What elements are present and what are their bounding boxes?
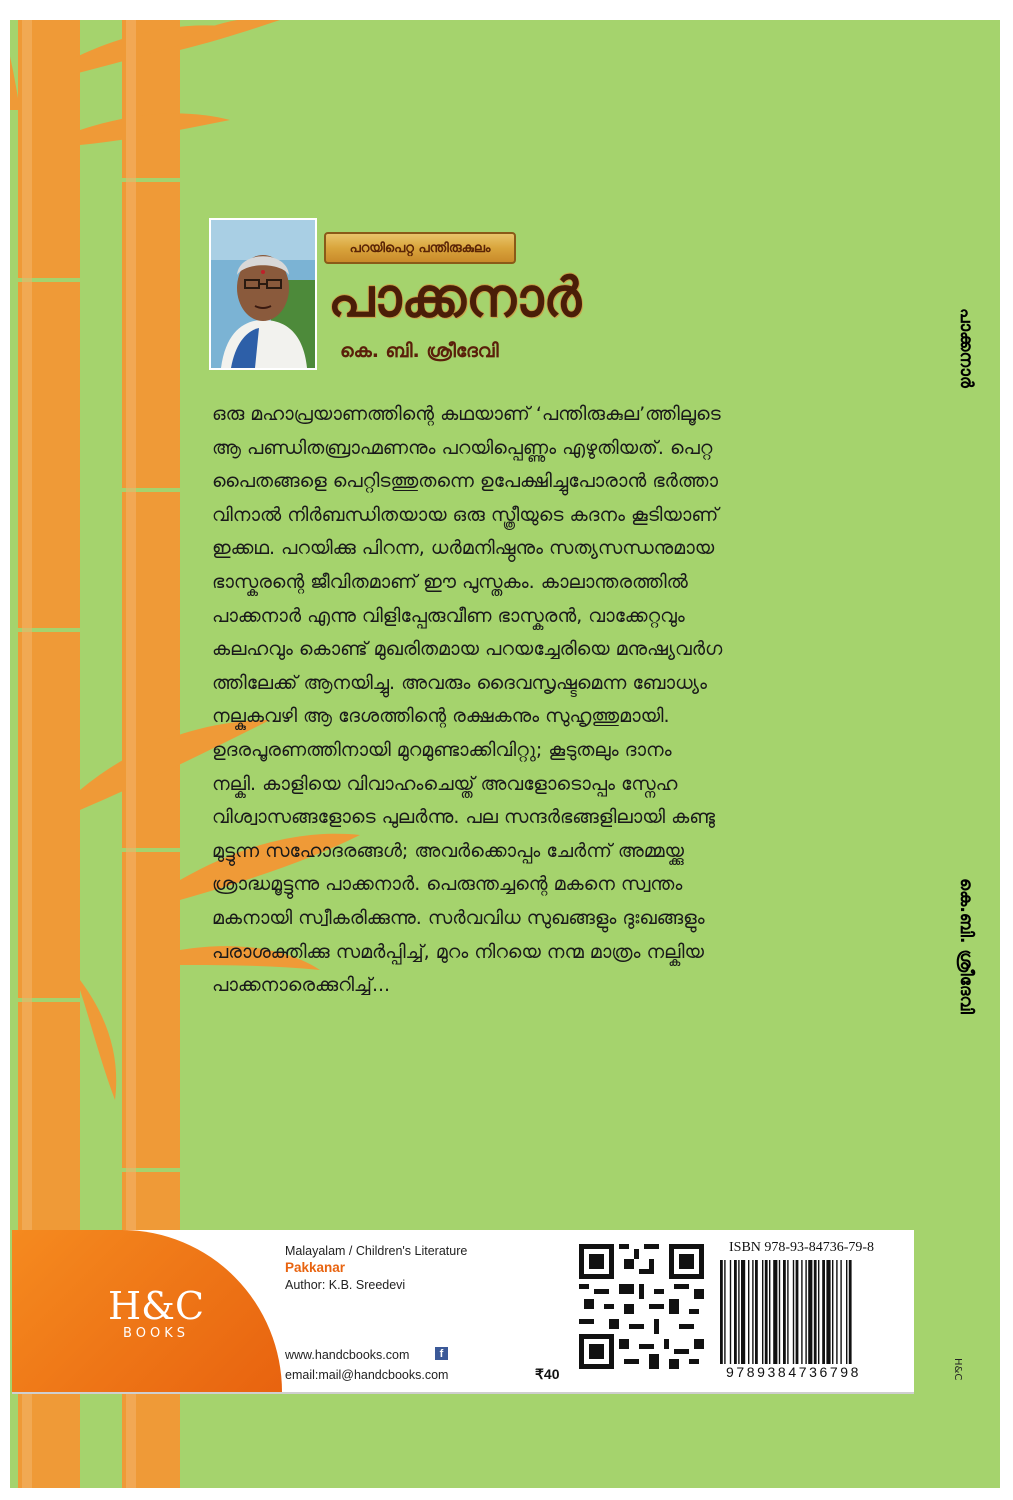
publisher-logo — [108, 1286, 204, 1341]
spine-title: പാക്കനാർ — [956, 308, 976, 388]
publisher-email[interactable]: email:mail@handcbooks.com — [285, 1368, 449, 1382]
facebook-icon[interactable]: f — [435, 1347, 448, 1360]
book-title: പാക്കനാർ — [328, 266, 582, 329]
publisher-website-link[interactable]: www.handcbooks.com — [285, 1348, 410, 1362]
qr-code-icon — [579, 1244, 704, 1369]
barcode-icon — [718, 1260, 908, 1364]
price: ₹40 — [535, 1366, 560, 1382]
english-author: Author: K.B. Sreedevi — [285, 1278, 406, 1292]
publisher-footer — [12, 1230, 914, 1394]
author-photo — [209, 218, 317, 370]
series-title-banner: പറയിപെറ്റ പന്തിരുകുലം — [324, 232, 516, 264]
spine-publisher: H&C — [952, 1358, 963, 1381]
publisher-logo-main: H&C — [108, 1284, 205, 1328]
author-name: കെ. ബി. ശ്രീദേവി — [340, 340, 499, 362]
english-title: Pakkanar — [285, 1260, 346, 1275]
barcode-digits: 9789384736798 — [726, 1364, 862, 1380]
book-category: Malayalam / Children's Literature — [285, 1244, 468, 1258]
book-back-cover — [10, 20, 1000, 1488]
publisher-logo-sub: BOOKS — [123, 1326, 189, 1341]
spine-author: കെ.ബി. ശ്രീദേവി — [956, 878, 976, 1014]
book-blurb: ഒരു മഹാപ്രയാണത്തിന്റെ കഥയാണ് ‘പന്തിരുകുല’ത്തിലൂടെ ആ പണ്ഡിതബ്രാഹ്മണനും പറയിപ്പെണ്ണും എഴുതിയത്. പെറ്റ പൈതങ്ങളെ പെറ്റിടത്തുതന്നെ ഉപേക്ഷിച്ചുപോരാൻ ഭർത്താ വിനാൽ നിർബന്ധിതയായ ഒരു സ്ത്രീയുടെ കദനം കൂടിയാണ് ഇക്കഥ. പറയിക്കു പിറന്ന, ധർമനിഷ്ഠനും സത്യസന്ധനുമായ ഭാസ്കരന്റെ ജീവിതമാണ് ഈ പുസ്തകം. കാലാന്തരത്തിൽ പാക്കനാർ എന്നു വിളിപ്പേരുവീണ ഭാസ്കരൻ, വാക്കേറ്റവും കലഹവും കൊണ്ട് മുഖരിതമായ പറയച്ചേരിയെ മനുഷ്യവർഗ ത്തിലേക്ക് ആനയിച്ചു. അവരും ദൈവസൃഷ്ടമെന്ന ബോധ്യം നല്കുകവഴി ആ ദേശത്തിന്റെ രക്ഷകനും സുഹൃത്തുമായി. ഉദരപൂരണത്തിനായി മുറമുണ്ടാക്കിവിറ്റു; കൂടുതലും ദാനം നല്കി. കാളിയെ വിവാഹംചെയ്ത് അവളോടൊപ്പം സ്നേഹ വിശ്വാസങ്ങളോടെ പുലർന്നു. പല സന്ദർഭങ്ങളിലായി കണ്ടു മുട്ടുന്ന സഹോദരങ്ങൾ; അവർക്കൊപ്പം ചേർന്ന് അമ്മയ്ക്കു ശ്രാദ്ധമൂട്ടുന്നു പാക്കനാർ. പെരുന്തച്ചന്റെ മകനെ സ്വന്തം മകനായി സ്വീകരിക്കുന്നു. സർവവിധ സുഖങ്ങളും ദുഃഖങ്ങളും പരാശക്തിക്കു സമർപ്പിച്ച്, മുറം നിറയെ നന്മ മാത്രം നല്കിയ പാക്കനാരെക്കുറിച്ച്... — [212, 403, 723, 997]
isbn-label: ISBN 978-93-84736-79-8 — [729, 1240, 875, 1255]
